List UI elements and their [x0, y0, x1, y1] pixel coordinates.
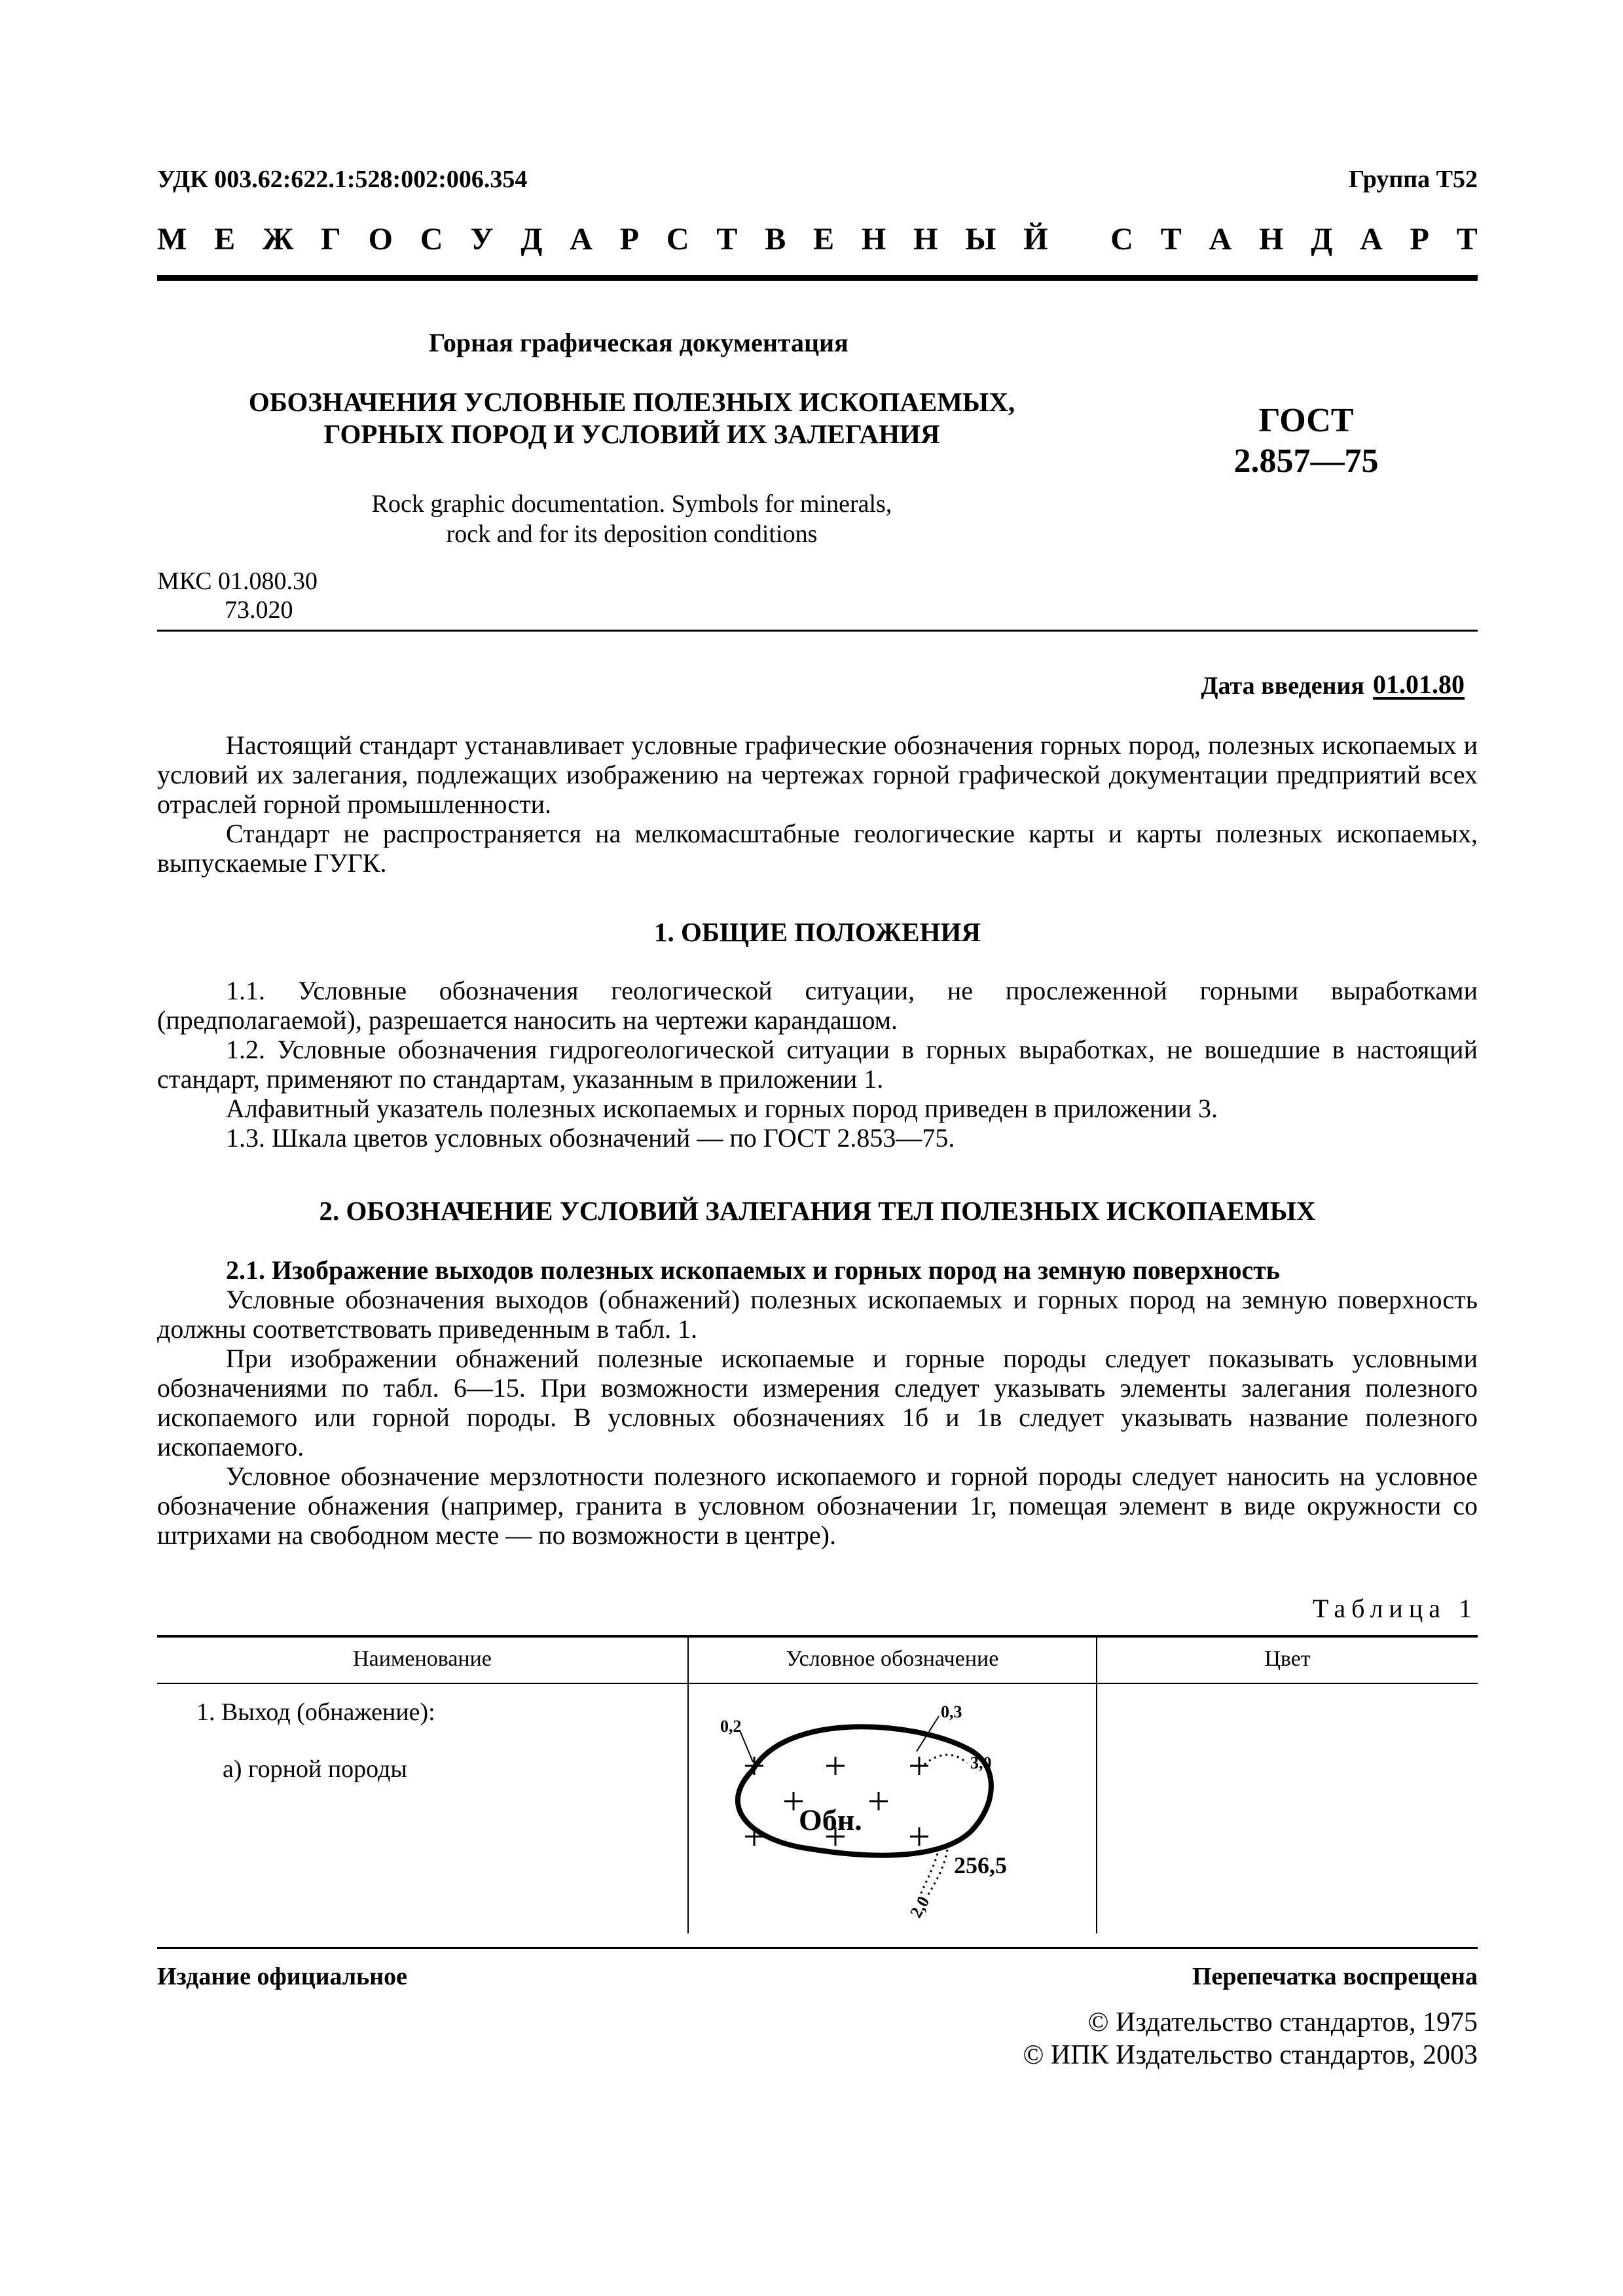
outcrop-contour	[738, 1727, 991, 1855]
date-label: Дата введения	[1201, 672, 1364, 700]
heading-letter: С	[666, 222, 689, 257]
paragraph: Условные обозначения выходов (обнажений) полезных ископаемых и горных пород на земную поверхность должны соответствовать приведенным в табл. 1.	[157, 1285, 1478, 1344]
table-header-cell: Условное обозначение	[786, 1647, 999, 1671]
reprint-prohibited-note: Перепечатка воспрещена	[1192, 1963, 1478, 1990]
subsection-heading: 2.1. Изображение выходов полезных ископаемых и горных пород на земную поверхность	[226, 1255, 1281, 1285]
copyright-line: © Издательство стандартов, 1975	[1087, 2007, 1478, 2037]
section-heading: 1. ОБЩИЕ ПОЛОЖЕНИЯ	[654, 917, 981, 947]
table-header-rule	[157, 1683, 1478, 1684]
header-rule	[157, 275, 1478, 281]
dimension-label: 0,3	[941, 1702, 962, 1721]
intro-text	[157, 730, 1478, 878]
heading-letter: Т	[716, 222, 738, 257]
heading-letter: Е	[813, 222, 835, 257]
outcrop-label: Обн.	[799, 1803, 862, 1837]
heading-letter: В	[765, 222, 786, 257]
leader-line	[740, 1731, 753, 1762]
table-caption: Таблица 1	[1312, 1594, 1478, 1623]
paragraph: 1.3. Шкала цветов условных обозначений — по ГОСТ 2.853—75.	[226, 1123, 955, 1153]
section-heading: 2. ОБОЗНАЧЕНИЕ УСЛОВИЙ ЗАЛЕГАНИЯ ТЕЛ ПОЛЕЗНЫХ ИСКОПАЕМЫХ	[319, 1196, 1316, 1226]
paragraph: Стандарт не распространяется на мелкомасштабные геологические карты и карты полезных ископаемых, выпускаемые ГУГК.	[157, 819, 1478, 878]
heading-letter: Ж	[262, 222, 294, 257]
title-line: ГОРНЫХ ПОРОД И УСЛОВИЙ ИХ ЗАЛЕГАНИЯ	[323, 419, 940, 450]
elevation-label: 256,5	[954, 1852, 1007, 1878]
english-title	[157, 490, 1106, 549]
heading-letter: У	[470, 222, 494, 257]
table-row-subname: а) горной породы	[223, 1755, 407, 1783]
paragraph: Алфавитный указатель полезных ископаемых и горных пород приведен в приложении 3.	[226, 1094, 1218, 1123]
gost-code: 2.857—75	[1233, 442, 1379, 480]
table-header-cell: Наименование	[353, 1647, 492, 1671]
outcrop-symbol	[689, 1685, 1095, 1932]
interstate-standard-heading	[157, 221, 1478, 257]
heading-gap	[1075, 221, 1083, 257]
table-column-divider	[1096, 1635, 1097, 1933]
group-code: Группа Т52	[1348, 166, 1478, 193]
heading-letter: А	[570, 222, 593, 257]
mks-code: МКС 01.080.30	[157, 567, 318, 595]
document-title	[157, 386, 1106, 450]
heading-letter: Н	[861, 222, 886, 257]
heading-letter: Н	[913, 222, 938, 257]
paragraph: 1.2. Условные обозначения гидрогеологической ситуации в горных выработках, не вошедшие в настоящий стандарт, применяют по стандартам, указанным в приложении 1.	[157, 1035, 1478, 1094]
heading-letter: Т	[1160, 222, 1182, 257]
title-line: ОБОЗНАЧЕНИЯ УСЛОВНЫЕ ПОЛЕЗНЫХ ИСКОПАЕМЫХ,	[248, 387, 1015, 417]
paragraph: 1.1. Условные обозначения геологической ситуации, не прослеженной горными выработками (предполагаемой), разрешается наносить на чертежи карандашом.	[157, 976, 1478, 1035]
heading-letter: С	[1110, 222, 1133, 257]
heading-letter: Т	[1456, 222, 1478, 257]
heading-letter: Д	[520, 222, 543, 257]
document-subtitle: Горная графическая документация	[429, 328, 848, 357]
heading-letter: Й	[1023, 222, 1048, 257]
table-row-name: 1. Выход (обнажение):	[196, 1698, 435, 1726]
heading-letter: Н	[1259, 222, 1284, 257]
heading-letter: А	[1360, 222, 1383, 257]
dotted-leader	[928, 1850, 947, 1895]
heading-letter: Е	[214, 222, 236, 257]
gost-number	[1192, 401, 1421, 482]
table-top-rule	[157, 1635, 1478, 1638]
date-value: 01.01.80	[1373, 670, 1465, 699]
dotted-leader	[924, 1755, 967, 1765]
heading-letter: А	[1209, 222, 1232, 257]
section1-text	[157, 976, 1478, 1153]
udk-code: УДК 003.62:622.1:528:002:006.354	[157, 166, 528, 193]
english-title-line: Rock graphic documentation. Symbols for minerals,	[371, 490, 892, 518]
dimension-label: 3,0	[970, 1753, 992, 1772]
official-edition-note: Издание официальное	[157, 1963, 408, 1990]
heading-letter: Ы	[965, 222, 996, 257]
heading-letter: С	[420, 222, 443, 257]
heading-letter: О	[368, 222, 393, 257]
mks-code-2: 73.020	[225, 596, 293, 624]
section2-text	[157, 1255, 1478, 1550]
table	[157, 1635, 1478, 1933]
heading-letter: Р	[1410, 222, 1429, 257]
copyright-line: © ИПК Издательство стандартов, 2003	[1023, 2040, 1478, 2070]
title-rule	[157, 630, 1478, 632]
paragraph: При изображении обнажений полезные ископаемые и горные породы следует показывать условными обозначениями по табл. 6—15. При возможности измерения следует указывать элементы залегания полезного ископаемого или горной породы. В условных обозначениях 1б и 1в следует указывать название полезного ископаемого.	[157, 1344, 1478, 1462]
gost-label: ГОСТ	[1258, 402, 1354, 439]
footer-rule	[157, 1947, 1478, 1949]
paragraph: Настоящий стандарт устанавливает условные графические обозначения горных пород, полезных ископаемых и условий их залегания, подлежащих изображению на чертежах горной графической документации предприятий всех отраслей горной промышленности.	[157, 730, 1478, 819]
heading-letter: М	[157, 222, 187, 257]
table-header-cell: Цвет	[1264, 1647, 1311, 1671]
heading-letter: Г	[321, 222, 341, 257]
english-title-line: rock and for its deposition conditions	[446, 520, 818, 548]
paragraph: Условное обозначение мерзлотности полезного ископаемого и горной породы следует наносить на условное обозначение обнажения (например, гранита в условном обозначении 1г, помещая элемент в виде окружности со штрихами на свободном месте — по возможности в центре).	[157, 1462, 1478, 1550]
heading-letter: Д	[1311, 222, 1333, 257]
dimension-label: 2,0	[906, 1893, 934, 1921]
heading-letter: Р	[619, 222, 640, 257]
dimension-label: 0,2	[720, 1717, 742, 1736]
